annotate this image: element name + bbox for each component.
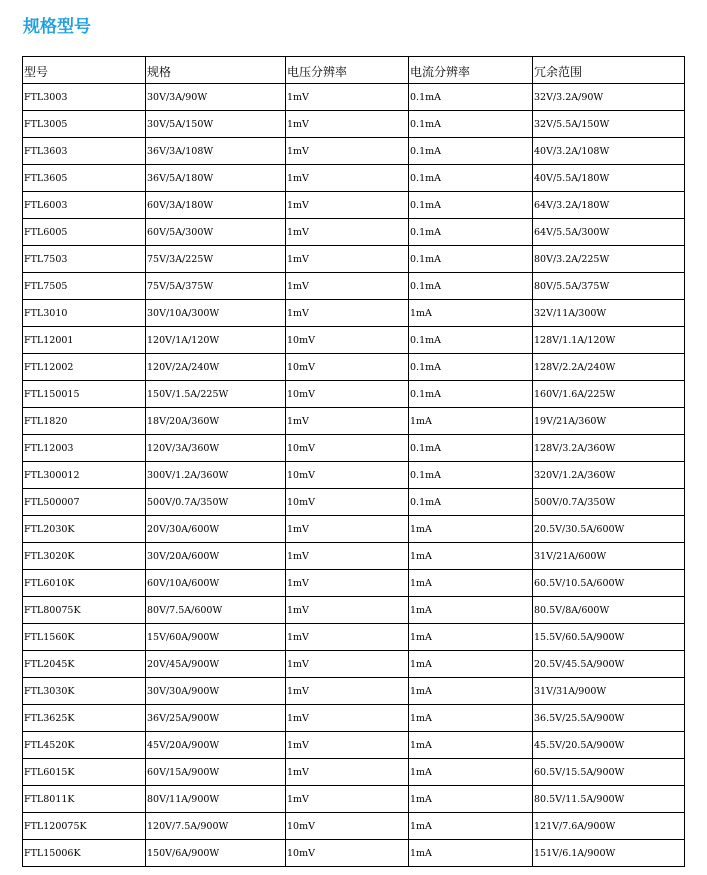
cell-current-resolution: 1mA: [409, 300, 533, 327]
cell-model: FTL4520K: [23, 732, 146, 759]
cell-current-resolution: 1mA: [409, 516, 533, 543]
cell-redundancy-range: 80.5V/8A/600W: [533, 597, 685, 624]
cell-spec: 150V/6A/900W: [146, 840, 286, 867]
table-row: [23, 813, 685, 840]
cell-model: FTL2045K: [23, 651, 146, 678]
cell-redundancy-range: 500V/0.7A/350W: [533, 489, 685, 516]
cell-redundancy-range: 40V/5.5A/180W: [533, 165, 685, 192]
cell-model: FTL1560K: [23, 624, 146, 651]
cell-model: FTL3010: [23, 300, 146, 327]
table-row: [23, 300, 685, 327]
cell-model: FTL7503: [23, 246, 146, 273]
table-row: [23, 651, 685, 678]
cell-current-resolution: 0.1mA: [409, 246, 533, 273]
cell-current-resolution: 1mA: [409, 624, 533, 651]
cell-voltage-resolution: 10mV: [286, 354, 409, 381]
cell-redundancy-range: 19V/21A/360W: [533, 408, 685, 435]
cell-spec: 120V/2A/240W: [146, 354, 286, 381]
cell-voltage-resolution: 1mV: [286, 273, 409, 300]
cell-voltage-resolution: 1mV: [286, 219, 409, 246]
cell-voltage-resolution: 1mV: [286, 165, 409, 192]
cell-spec: 30V/3A/90W: [146, 84, 286, 111]
cell-voltage-resolution: 10mV: [286, 435, 409, 462]
cell-model: FTL12002: [23, 354, 146, 381]
cell-voltage-resolution: 1mV: [286, 543, 409, 570]
cell-spec: 45V/20A/900W: [146, 732, 286, 759]
cell-current-resolution: 1mA: [409, 597, 533, 624]
cell-model: FTL80075K: [23, 597, 146, 624]
cell-spec: 120V/7.5A/900W: [146, 813, 286, 840]
cell-current-resolution: 1mA: [409, 651, 533, 678]
cell-redundancy-range: 151V/6.1A/900W: [533, 840, 685, 867]
cell-spec: 20V/30A/600W: [146, 516, 286, 543]
cell-redundancy-range: 80V/5.5A/375W: [533, 273, 685, 300]
cell-spec: 20V/45A/900W: [146, 651, 286, 678]
cell-spec: 30V/10A/300W: [146, 300, 286, 327]
cell-spec: 30V/20A/600W: [146, 543, 286, 570]
cell-spec: 60V/10A/600W: [146, 570, 286, 597]
cell-voltage-resolution: 1mV: [286, 138, 409, 165]
cell-spec: 80V/11A/900W: [146, 786, 286, 813]
table-header-row: [23, 57, 685, 84]
cell-redundancy-range: 64V/5.5A/300W: [533, 219, 685, 246]
cell-current-resolution: 1mA: [409, 705, 533, 732]
table-row: [23, 381, 685, 408]
cell-current-resolution: 0.1mA: [409, 165, 533, 192]
table-row: [23, 786, 685, 813]
cell-voltage-resolution: 1mV: [286, 192, 409, 219]
cell-spec: 36V/5A/180W: [146, 165, 286, 192]
cell-current-resolution: 0.1mA: [409, 273, 533, 300]
cell-spec: 60V/3A/180W: [146, 192, 286, 219]
cell-redundancy-range: 128V/1.1A/120W: [533, 327, 685, 354]
cell-spec: 300V/1.2A/360W: [146, 462, 286, 489]
cell-spec: 75V/5A/375W: [146, 273, 286, 300]
cell-model: FTL6005: [23, 219, 146, 246]
table-row: [23, 246, 685, 273]
table-row: [23, 327, 685, 354]
cell-current-resolution: 0.1mA: [409, 219, 533, 246]
cell-model: FTL2030K: [23, 516, 146, 543]
cell-redundancy-range: 80.5V/11.5A/900W: [533, 786, 685, 813]
cell-model: FTL3020K: [23, 543, 146, 570]
cell-voltage-resolution: 1mV: [286, 624, 409, 651]
cell-voltage-resolution: 1mV: [286, 759, 409, 786]
cell-redundancy-range: 31V/31A/900W: [533, 678, 685, 705]
cell-spec: 30V/5A/150W: [146, 111, 286, 138]
cell-spec: 60V/5A/300W: [146, 219, 286, 246]
table-row: [23, 165, 685, 192]
cell-voltage-resolution: 1mV: [286, 786, 409, 813]
cell-current-resolution: 0.1mA: [409, 435, 533, 462]
cell-voltage-resolution: 10mV: [286, 381, 409, 408]
cell-current-resolution: 1mA: [409, 408, 533, 435]
cell-current-resolution: 0.1mA: [409, 354, 533, 381]
cell-redundancy-range: 31V/21A/600W: [533, 543, 685, 570]
cell-current-resolution: 0.1mA: [409, 489, 533, 516]
cell-spec: 36V/25A/900W: [146, 705, 286, 732]
table-row: [23, 138, 685, 165]
table-row: [23, 354, 685, 381]
cell-current-resolution: 0.1mA: [409, 192, 533, 219]
cell-redundancy-range: 32V/3.2A/90W: [533, 84, 685, 111]
cell-current-resolution: 0.1mA: [409, 327, 533, 354]
header-voltage-resolution: 电压分辨率: [286, 57, 409, 84]
cell-current-resolution: 1mA: [409, 570, 533, 597]
cell-current-resolution: 1mA: [409, 840, 533, 867]
cell-redundancy-range: 20.5V/45.5A/900W: [533, 651, 685, 678]
cell-voltage-resolution: 1mV: [286, 516, 409, 543]
cell-model: FTL150015: [23, 381, 146, 408]
cell-model: FTL7505: [23, 273, 146, 300]
cell-voltage-resolution: 10mV: [286, 327, 409, 354]
table-row: [23, 111, 685, 138]
cell-spec: 18V/20A/360W: [146, 408, 286, 435]
table-row: [23, 705, 685, 732]
table-row: [23, 408, 685, 435]
cell-spec: 36V/3A/108W: [146, 138, 286, 165]
spec-table: [22, 56, 685, 867]
header-model: 型号: [23, 57, 146, 84]
cell-current-resolution: 1mA: [409, 759, 533, 786]
cell-current-resolution: 1mA: [409, 786, 533, 813]
cell-spec: 60V/15A/900W: [146, 759, 286, 786]
cell-redundancy-range: 45.5V/20.5A/900W: [533, 732, 685, 759]
cell-current-resolution: 1mA: [409, 813, 533, 840]
cell-redundancy-range: 40V/3.2A/108W: [533, 138, 685, 165]
table-row: [23, 597, 685, 624]
table-row: [23, 219, 685, 246]
cell-model: FTL3605: [23, 165, 146, 192]
cell-voltage-resolution: 1mV: [286, 732, 409, 759]
cell-current-resolution: 1mA: [409, 678, 533, 705]
cell-spec: 120V/3A/360W: [146, 435, 286, 462]
cell-model: FTL3005: [23, 111, 146, 138]
table-body: [23, 84, 685, 867]
cell-redundancy-range: 32V/11A/300W: [533, 300, 685, 327]
cell-redundancy-range: 60.5V/10.5A/600W: [533, 570, 685, 597]
cell-voltage-resolution: 10mV: [286, 462, 409, 489]
cell-redundancy-range: 60.5V/15.5A/900W: [533, 759, 685, 786]
cell-voltage-resolution: 1mV: [286, 570, 409, 597]
cell-current-resolution: 1mA: [409, 543, 533, 570]
cell-voltage-resolution: 10mV: [286, 840, 409, 867]
table-row: [23, 462, 685, 489]
cell-model: FTL15006K: [23, 840, 146, 867]
cell-spec: 15V/60A/900W: [146, 624, 286, 651]
cell-current-resolution: 0.1mA: [409, 462, 533, 489]
cell-spec: 30V/30A/900W: [146, 678, 286, 705]
table-row: [23, 543, 685, 570]
cell-voltage-resolution: 1mV: [286, 84, 409, 111]
cell-redundancy-range: 320V/1.2A/360W: [533, 462, 685, 489]
cell-model: FTL3003: [23, 84, 146, 111]
page-title: 规格型号: [23, 17, 91, 37]
table-row: [23, 759, 685, 786]
table-row: [23, 516, 685, 543]
cell-voltage-resolution: 10mV: [286, 489, 409, 516]
cell-spec: 120V/1A/120W: [146, 327, 286, 354]
cell-redundancy-range: 32V/5.5A/150W: [533, 111, 685, 138]
cell-spec: 75V/3A/225W: [146, 246, 286, 273]
cell-voltage-resolution: 1mV: [286, 678, 409, 705]
cell-redundancy-range: 36.5V/25.5A/900W: [533, 705, 685, 732]
cell-redundancy-range: 15.5V/60.5A/900W: [533, 624, 685, 651]
table-row: [23, 435, 685, 462]
cell-model: FTL3603: [23, 138, 146, 165]
cell-model: FTL3625K: [23, 705, 146, 732]
cell-current-resolution: 0.1mA: [409, 381, 533, 408]
cell-spec: 150V/1.5A/225W: [146, 381, 286, 408]
cell-redundancy-range: 121V/7.6A/900W: [533, 813, 685, 840]
table-row: [23, 624, 685, 651]
cell-current-resolution: 1mA: [409, 732, 533, 759]
cell-voltage-resolution: 1mV: [286, 705, 409, 732]
table-row: [23, 732, 685, 759]
cell-voltage-resolution: 1mV: [286, 597, 409, 624]
cell-model: FTL120075K: [23, 813, 146, 840]
header-spec: 规格: [146, 57, 286, 84]
table-row: [23, 678, 685, 705]
cell-redundancy-range: 128V/2.2A/240W: [533, 354, 685, 381]
cell-model: FTL6010K: [23, 570, 146, 597]
cell-voltage-resolution: 1mV: [286, 408, 409, 435]
table-row: [23, 840, 685, 867]
cell-model: FTL300012: [23, 462, 146, 489]
table-row: [23, 84, 685, 111]
table-row: [23, 570, 685, 597]
cell-redundancy-range: 80V/3.2A/225W: [533, 246, 685, 273]
cell-model: FTL12001: [23, 327, 146, 354]
cell-current-resolution: 0.1mA: [409, 84, 533, 111]
cell-model: FTL6003: [23, 192, 146, 219]
cell-current-resolution: 0.1mA: [409, 111, 533, 138]
cell-model: FTL1820: [23, 408, 146, 435]
cell-redundancy-range: 20.5V/30.5A/600W: [533, 516, 685, 543]
cell-model: FTL12003: [23, 435, 146, 462]
cell-spec: 500V/0.7A/350W: [146, 489, 286, 516]
cell-voltage-resolution: 1mV: [286, 111, 409, 138]
cell-model: FTL3030K: [23, 678, 146, 705]
cell-voltage-resolution: 1mV: [286, 300, 409, 327]
table-row: [23, 192, 685, 219]
cell-redundancy-range: 160V/1.6A/225W: [533, 381, 685, 408]
table-row: [23, 273, 685, 300]
cell-voltage-resolution: 10mV: [286, 813, 409, 840]
cell-model: FTL8011K: [23, 786, 146, 813]
header-current-resolution: 电流分辨率: [409, 57, 533, 84]
header-redundancy-range: 冗余范围: [533, 57, 685, 84]
table-row: [23, 489, 685, 516]
cell-voltage-resolution: 1mV: [286, 651, 409, 678]
cell-redundancy-range: 128V/3.2A/360W: [533, 435, 685, 462]
cell-spec: 80V/7.5A/600W: [146, 597, 286, 624]
cell-model: FTL500007: [23, 489, 146, 516]
cell-voltage-resolution: 1mV: [286, 246, 409, 273]
cell-model: FTL6015K: [23, 759, 146, 786]
cell-current-resolution: 0.1mA: [409, 138, 533, 165]
cell-redundancy-range: 64V/3.2A/180W: [533, 192, 685, 219]
